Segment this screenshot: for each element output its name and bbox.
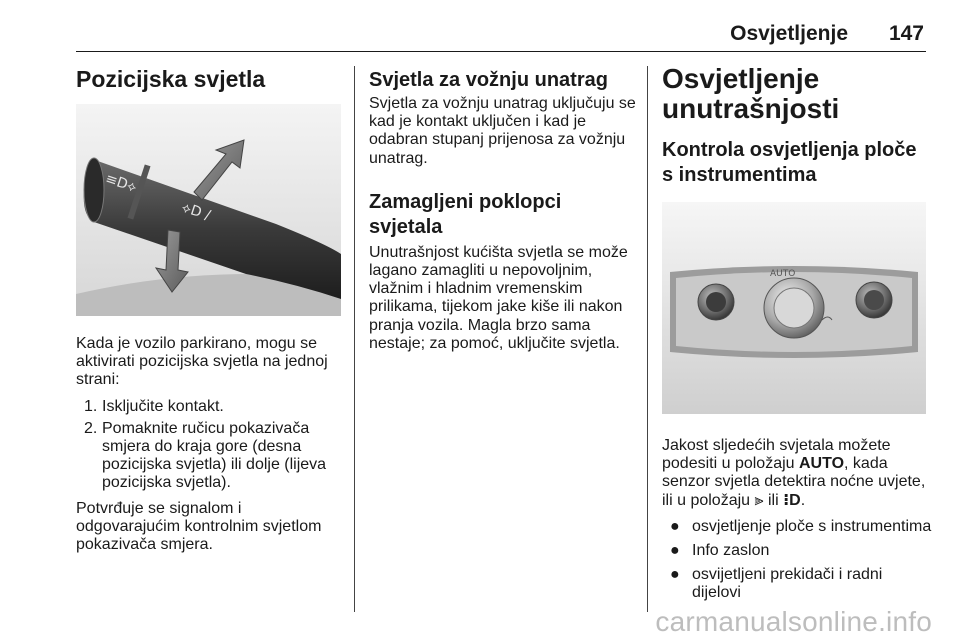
light-switch-panel-illustration <box>662 202 932 419</box>
column-divider <box>647 66 648 612</box>
header-rule <box>76 51 926 52</box>
turn-signal-lever-illustration <box>76 104 341 321</box>
column-parking-lights <box>76 62 341 554</box>
section-heading: Pozicijska svjetla <box>76 66 266 92</box>
outro-paragraph: Potvrđuje se signalom i odgovarajućim kontrolnim svjetlom pokazivača smjera. <box>76 499 322 554</box>
list-item: ● osvjetljenje ploče s instrumentima <box>670 517 932 535</box>
watermark: carmanualsonline.info <box>655 606 932 637</box>
section-heading: Zamagljeni poklopci svjetala <box>369 190 562 238</box>
intro-paragraph: Kada je vozilo parkirano, mogu se aktivirati pozicijska svjetla na jednoj strani: <box>76 335 328 389</box>
svg-text:⟡D /: ⟡D / <box>179 199 213 224</box>
subsection-heading: Kontrola osvjetljenja ploče s instrumentima <box>662 139 917 186</box>
list-item: 1. Isključite kontakt. <box>84 397 224 415</box>
steps-list <box>76 398 341 493</box>
header-title: Osvjetljenje <box>730 22 848 45</box>
bullet-list <box>662 518 932 603</box>
headlight-symbol: ⁝D <box>783 491 801 509</box>
auto-position-label: AUTO <box>798 455 845 473</box>
paragraph: Svjetla za vožnju unatrag uključuju se kad je kontakt uključen i kad je odabran stupanj prijenosa za vožnju unatrag. <box>369 95 636 167</box>
section-heading: Svjetla za vožnju unatrag <box>369 69 608 91</box>
list-item: ● Info zaslon <box>670 542 770 560</box>
column-reversing-lights <box>369 62 637 353</box>
paragraph: Unutrašnjost kućišta svjetla se može lagano zamagliti u nepovoljnim, vlažnim i hladnim vremenskim prilikama, tijekom jake kiše ili nakon pranja vozila. Magla brzo sama nestaje; za pomoć, uključite svjetla. <box>369 243 628 352</box>
auto-label-on-switch: AUTO <box>770 269 796 279</box>
column-interior-lighting <box>662 62 932 609</box>
intro-paragraph: Jakost sljedećih svjetala možete podesiti u položaju AUTO, kada senzor svjetla detektira noćne uvjete, ili u položaju ⫸ ili ⁝D. <box>662 437 926 509</box>
section-heading: Osvjetljenje unutrašnjosti <box>662 63 840 124</box>
list-item: 2. Pomaknite ručicu pokazivača smjera do kraja gore (desna pozicijska svjetla) ili dolje (lijeva pozicijska svjetla). <box>84 419 327 492</box>
svg-text:≡D⟡: ≡D⟡ <box>103 170 139 196</box>
list-item: ● osvijetljeni prekidači i radni dijelovi <box>670 566 883 602</box>
sidelight-symbol: ⫸ <box>754 491 764 509</box>
page-number: 147 <box>888 22 924 45</box>
column-divider <box>354 66 355 612</box>
